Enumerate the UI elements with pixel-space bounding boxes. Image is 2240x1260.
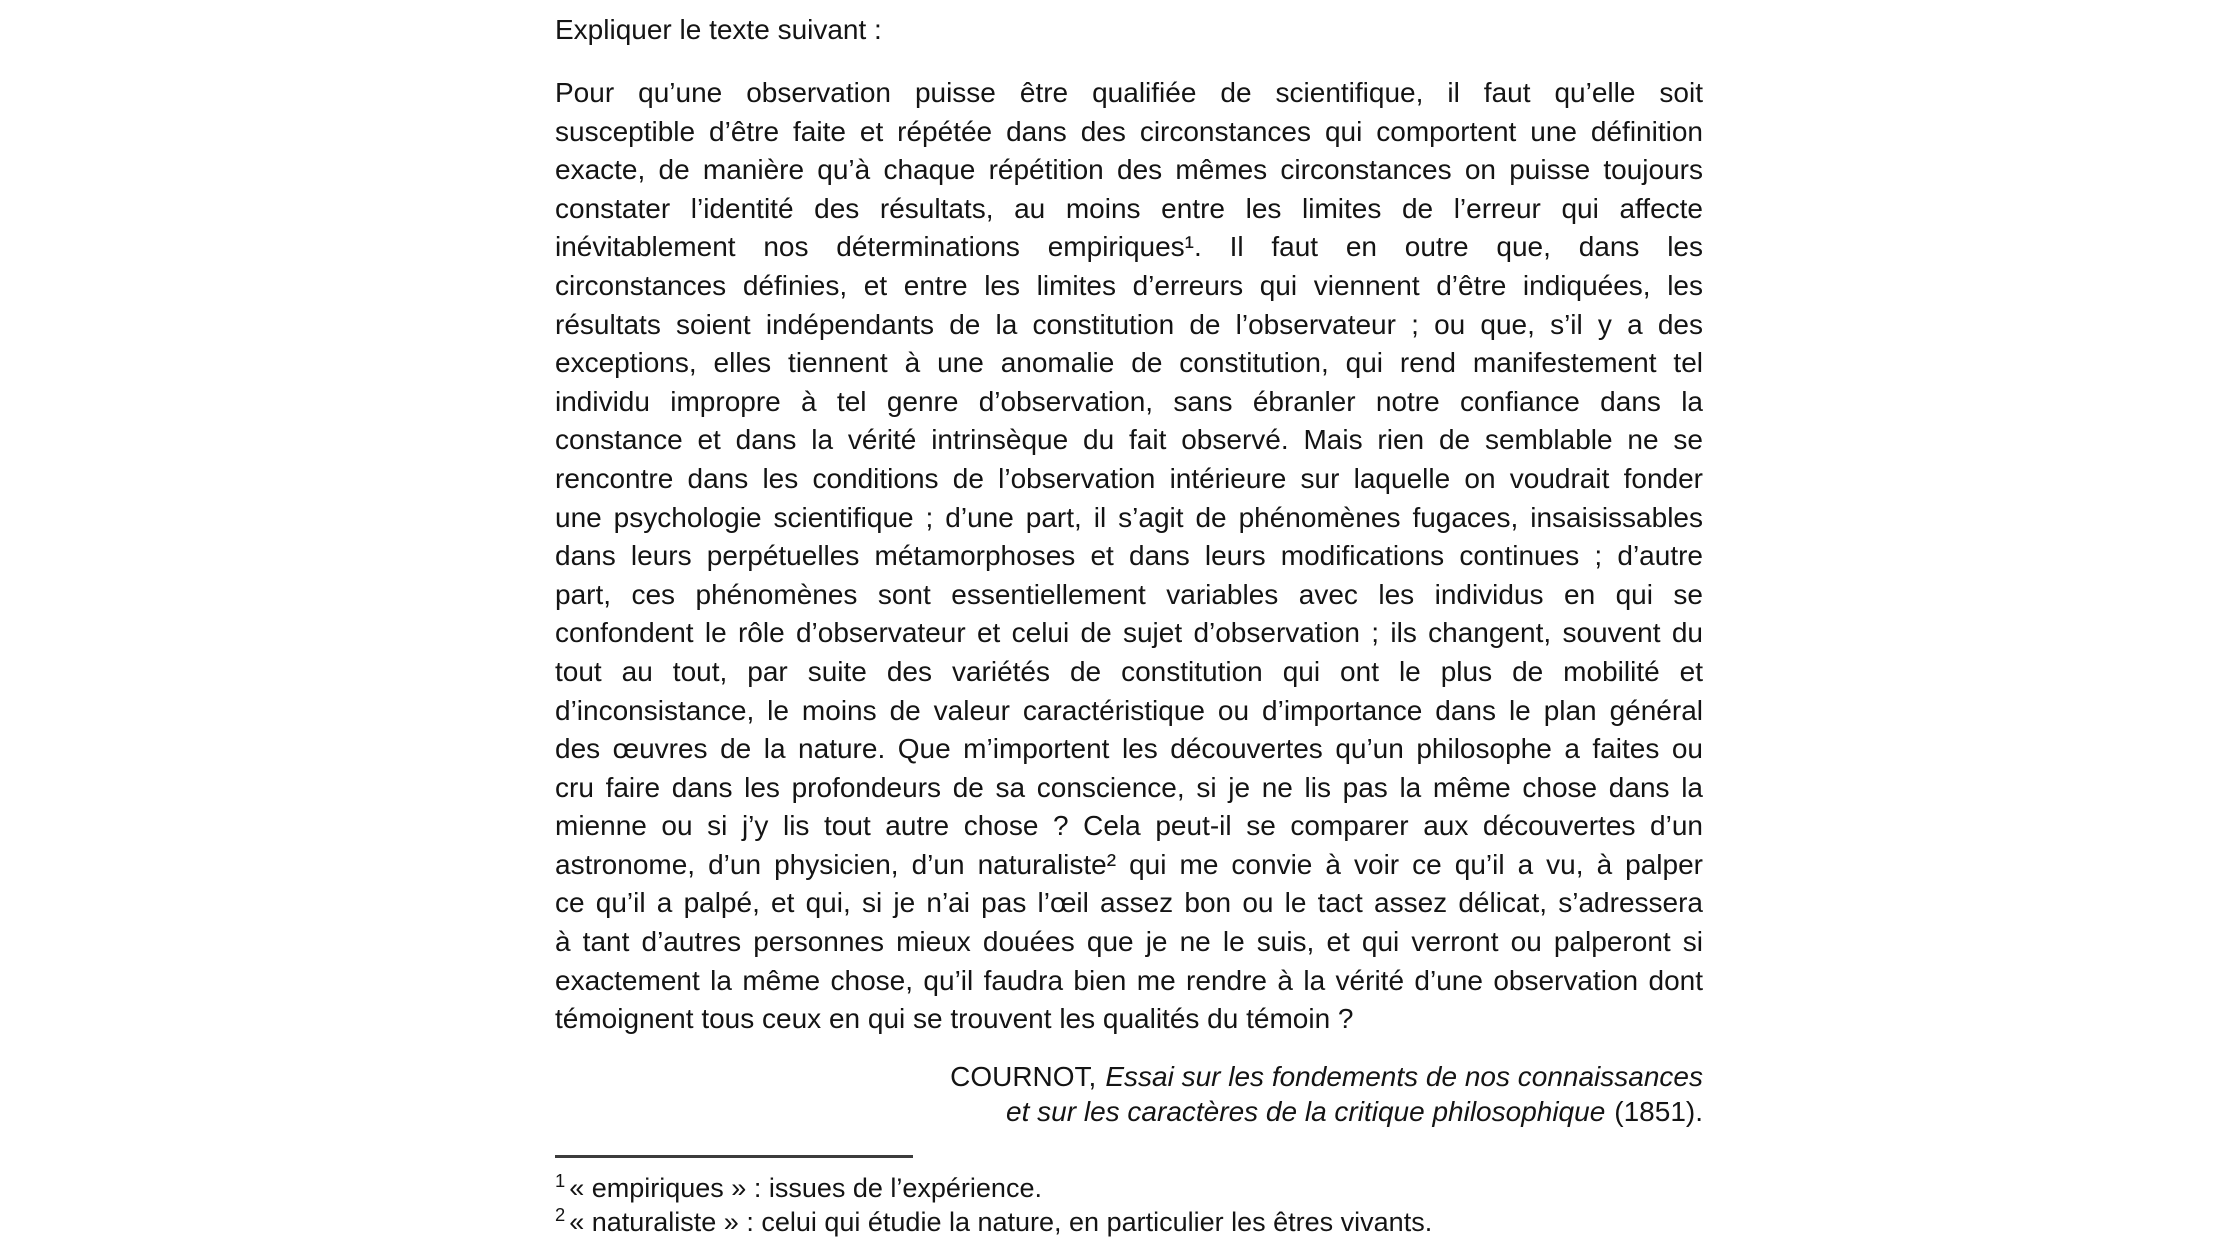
attribution-line-2 [555,1094,1703,1129]
footnote-text: « empiriques » : issues de l’expérience. [569,1172,1042,1203]
exercise-instruction: Expliquer le texte suivant : [555,14,882,45]
body-line: témoignent tous ceux en qui se trouvent les qualités du témoin ? [555,1003,1354,1035]
body-line: individu impropre à tel genre d’observation, sans ébranler notre confiance dans la [555,385,1703,417]
body-line: rencontre dans les conditions de l’observation intérieure sur laquelle on voudrait fonder [555,462,1703,494]
attribution-line-1 [555,1059,1703,1094]
body-line: d’inconsistance, le moins de valeur caractéristique ou d’importance dans le plan général [555,694,1703,726]
footnote-item [555,1205,1703,1239]
footnote-item [555,1171,1703,1205]
body-line: part, ces phénomènes sont essentiellement variables avec les individus en qui se [555,578,1703,610]
body-line: exceptions, elles tiennent à une anomalie de constitution, qui rend manifestement tel [555,347,1703,379]
body-line: des œuvres de la nature. Que m’importent les découvertes qu’un philosophe a faites ou [555,733,1703,765]
body-line: à tant d’autres personnes mieux douées que je ne le suis, et qui verront ou palperont si [555,926,1703,958]
footnote-marker: 2 [555,1203,566,1225]
body-line: résultats soient indépendants de la constitution de l’observateur ; ou que, s’il y a des [555,308,1703,340]
body-line: mienne ou si j’y lis tout autre chose ? Cela peut-il se comparer aux découvertes d’un [555,810,1703,842]
body-line: ce qu’il a palpé, et qui, si je n’ai pas l’œil assez bon ou le tact assez délicat, s’adressera [555,887,1703,919]
body-line: exactement la même chose, qu’il faudra bien me rendre à la vérité d’une observation dont [555,964,1703,996]
body-line: exacte, de manière qu’à chaque répétition des mêmes circonstances on puisse toujours [555,154,1703,186]
footnote-separator-rule [555,1155,913,1158]
body-line: constance et dans la vérité intrinsèque du fait observé. Mais rien de semblable ne se [555,424,1703,456]
body-line: tout au tout, par suite des variétés de constitution qui ont le plus de mobilité et [555,655,1703,687]
footnotes [555,1171,1703,1239]
body-paragraph [555,74,1703,1039]
body-line: constater l’identité des résultats, au moins entre les limites de l’erreur qui affecte [555,192,1703,224]
body-line: inévitablement nos déterminations empiriques¹. Il faut en outre que, dans les [555,231,1703,263]
attribution [555,1059,1703,1129]
attribution-work-title-line2: et sur les caractères de la critique philosophique [1006,1095,1606,1127]
attribution-year: (1851). [1614,1095,1703,1127]
body-line: confondent le rôle d’observateur et celui de sujet d’observation ; ils changent, souvent du [555,617,1703,649]
body-line: une psychologie scientifique ; d’une part, il s’agit de phénomènes fugaces, insaisissables [555,501,1703,533]
footnote-marker: 1 [555,1169,566,1191]
body-line: dans leurs perpétuelles métamorphoses et dans leurs modifications continues ; d’autre [555,540,1703,572]
body-line: Pour qu’une observation puisse être qualifiée de scientifique, il faut qu’elle soit [555,77,1703,108]
attribution-work-title-line1: Essai sur les fondements de nos connaissances [1105,1060,1703,1092]
body-line: astronome, d’un physicien, d’un naturaliste² qui me convie à voir ce qu’il a vu, à palper [555,848,1703,880]
attribution-author: COURNOT, [950,1060,1097,1092]
body-line: circonstances définies, et entre les limites d’erreurs qui viennent d’être indiquées, les [555,269,1703,301]
body-line: susceptible d’être faite et répétée dans des circonstances qui comportent une définition [555,115,1703,147]
text-column [555,10,1703,1239]
body-line: cru faire dans les profondeurs de sa conscience, si je ne lis pas la même chose dans la [555,771,1703,803]
footnote-text: « naturaliste » : celui qui étudie la nature, en particulier les êtres vivants. [569,1206,1433,1237]
